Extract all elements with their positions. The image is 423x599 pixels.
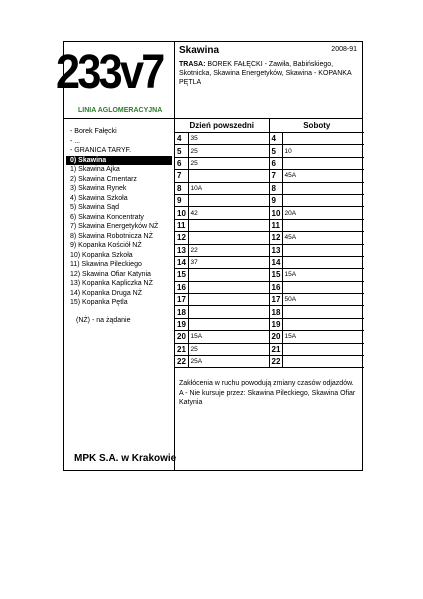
weekday-hour: 17 (175, 294, 188, 306)
saturday-hour: 20 (269, 331, 282, 343)
departure-table (175, 118, 364, 368)
hour-row (175, 269, 364, 281)
hour-row (175, 318, 364, 330)
stop-list (66, 127, 172, 308)
stop-item: 2) Skawina Cmentarz (70, 175, 137, 183)
divider (64, 118, 174, 119)
hour-row (175, 145, 364, 157)
stop-item: 6) Skawina Koncentraty (70, 213, 144, 221)
stop-item: 11) Skawina Pileckiego (70, 261, 142, 268)
hour-row (175, 244, 364, 256)
saturday-hour: 6 (269, 157, 282, 169)
weekday-minutes: 42 (188, 207, 269, 219)
saturday-hour: 9 (269, 194, 282, 206)
route-text: BOREK FAŁĘCKI - Zawiła, Babińskiego, Skotnicka, Skawina Energetyków, Skawina - KOPANKA PĘTLA (179, 61, 352, 86)
stop-item: 9) Kopanka Kościół NŻ (70, 242, 142, 249)
saturday-hour: 17 (269, 294, 282, 306)
line-type: LINIA AGLOMERACYJNA (78, 107, 163, 114)
left-panel (56, 42, 177, 470)
weekday-hour: 12 (175, 232, 188, 244)
stop-item: 13) Kopanka Kapliczka NŻ (70, 280, 153, 287)
legend: (NŻ) - na żądanie (76, 317, 131, 324)
saturday-header: Soboty (269, 118, 364, 133)
saturday-minutes: 15A (282, 331, 364, 343)
weekday-minutes: 35 (188, 133, 269, 145)
saturday-minutes: 15A (282, 269, 364, 281)
stop-item: 12) Skawina Ofiar Katynia (70, 270, 151, 278)
weekday-hour: 10 (175, 207, 188, 219)
hour-row (175, 219, 364, 231)
saturday-minutes: 45A (282, 170, 364, 182)
saturday-hour: 13 (269, 244, 282, 256)
hour-row (175, 294, 364, 306)
saturday-minutes (282, 281, 364, 293)
weekday-hour: 18 (175, 306, 188, 318)
weekday-header: Dzień powszedni (175, 118, 269, 133)
stop-item: - GRANICA TARYF. (70, 147, 132, 154)
stop-item: 4) Skawina Szkoła (70, 194, 128, 202)
saturday-minutes (282, 133, 364, 145)
route-description (179, 60, 357, 87)
stop-item: - ... (70, 137, 81, 145)
departure-rows (175, 133, 364, 368)
stop-item: 5) Skawina Sąd (70, 204, 120, 211)
saturday-hour: 12 (269, 232, 282, 244)
weekday-minutes (188, 219, 269, 231)
hour-row (175, 182, 364, 194)
saturday-hour: 22 (269, 356, 282, 368)
saturday-hour: 8 (269, 182, 282, 194)
hour-row (175, 256, 364, 268)
weekday-hour: 21 (175, 343, 188, 355)
hour-row (175, 343, 364, 355)
weekday-hour: 11 (175, 219, 188, 231)
weekday-hour: 13 (175, 244, 188, 256)
saturday-hour: 4 (269, 133, 282, 145)
saturday-minutes (282, 318, 364, 330)
weekday-minutes (188, 170, 269, 182)
weekday-minutes: 25A (188, 356, 269, 368)
hour-row (175, 207, 364, 219)
notes (179, 379, 359, 408)
saturday-hour: 5 (269, 145, 282, 157)
weekday-minutes (188, 318, 269, 330)
saturday-hour: 16 (269, 281, 282, 293)
hour-row (175, 133, 364, 145)
saturday-minutes (282, 306, 364, 318)
weekday-hour: 20 (175, 331, 188, 343)
weekday-hour: 6 (175, 157, 188, 169)
weekday-hour: 5 (175, 145, 188, 157)
hour-row (175, 306, 364, 318)
weekday-minutes (188, 306, 269, 318)
line-number: 233v7 (56, 46, 163, 99)
stop-item: 10) Kopanka Szkoła (70, 251, 133, 259)
weekday-hour: 8 (175, 182, 188, 194)
timetable-sheet (56, 41, 363, 471)
operator-name: MPK S.A. w Krakowie (74, 453, 177, 464)
weekday-hour: 19 (175, 318, 188, 330)
hour-row (175, 194, 364, 206)
saturday-hour: 10 (269, 207, 282, 219)
saturday-hour: 21 (269, 343, 282, 355)
weekday-minutes: 25 (188, 343, 269, 355)
saturday-minutes: 20A (282, 207, 364, 219)
weekday-minutes: 15A (188, 331, 269, 343)
saturday-minutes (282, 356, 364, 368)
stop-item: 8) Skawina Robotnicza NŻ (70, 232, 153, 240)
weekday-minutes: 25 (188, 157, 269, 169)
saturday-minutes (282, 256, 364, 268)
saturday-hour: 7 (269, 170, 282, 182)
weekday-minutes (188, 294, 269, 306)
saturday-minutes: 50A (282, 294, 364, 306)
stop-item: - Borek Fałęcki (70, 128, 117, 135)
current-stop: 0) Skawina (66, 156, 172, 166)
weekday-minutes (188, 232, 269, 244)
saturday-hour: 14 (269, 256, 282, 268)
weekday-hour: 7 (175, 170, 188, 182)
route-label: TRASA: (179, 61, 206, 68)
weekday-hour: 4 (175, 133, 188, 145)
saturday-minutes (282, 343, 364, 355)
footnote-a: A - Nie kursuje przez: Skawina Pileckiego, Skawina Ofiar Katynia (179, 389, 356, 406)
stop-item: 15) Kopanka Pętla (70, 299, 128, 306)
weekday-minutes (188, 194, 269, 206)
saturday-minutes: 45A (282, 232, 364, 244)
saturday-hour: 18 (269, 306, 282, 318)
stop-item: 7) Skawina Energetyków NŻ (70, 223, 159, 230)
saturday-hour: 15 (269, 269, 282, 281)
right-panel (175, 42, 362, 470)
weekday-minutes (188, 281, 269, 293)
stop-item: 14) Kopanka Druga NŻ (70, 289, 142, 297)
stop-item: 1) Skawina Ajka (70, 166, 120, 173)
saturday-hour: 11 (269, 219, 282, 231)
weekday-hour: 16 (175, 281, 188, 293)
stop-name: Skawina (179, 45, 220, 56)
hour-row (175, 356, 364, 368)
weekday-minutes: 37 (188, 256, 269, 268)
disruption-note: Zakłócenia w ruchu powodują zmiany czasów odjazdów. (179, 380, 354, 387)
saturday-minutes (282, 219, 364, 231)
weekday-hour: 15 (175, 269, 188, 281)
hour-row (175, 281, 364, 293)
hour-row (175, 170, 364, 182)
saturday-minutes (282, 157, 364, 169)
saturday-minutes (282, 182, 364, 194)
weekday-hour: 22 (175, 356, 188, 368)
stop-item: 3) Skawina Rynek (70, 185, 127, 192)
hour-row (175, 157, 364, 169)
saturday-hour: 19 (269, 318, 282, 330)
valid-from: 2008-91 (331, 46, 357, 53)
hour-row (175, 331, 364, 343)
weekday-minutes: 22 (188, 244, 269, 256)
weekday-hour: 9 (175, 194, 188, 206)
saturday-minutes (282, 194, 364, 206)
weekday-minutes (188, 269, 269, 281)
weekday-hour: 14 (175, 256, 188, 268)
saturday-minutes (282, 244, 364, 256)
weekday-minutes: 10A (188, 182, 269, 194)
hour-row (175, 232, 364, 244)
weekday-minutes: 25 (188, 145, 269, 157)
saturday-minutes: 10 (282, 145, 364, 157)
